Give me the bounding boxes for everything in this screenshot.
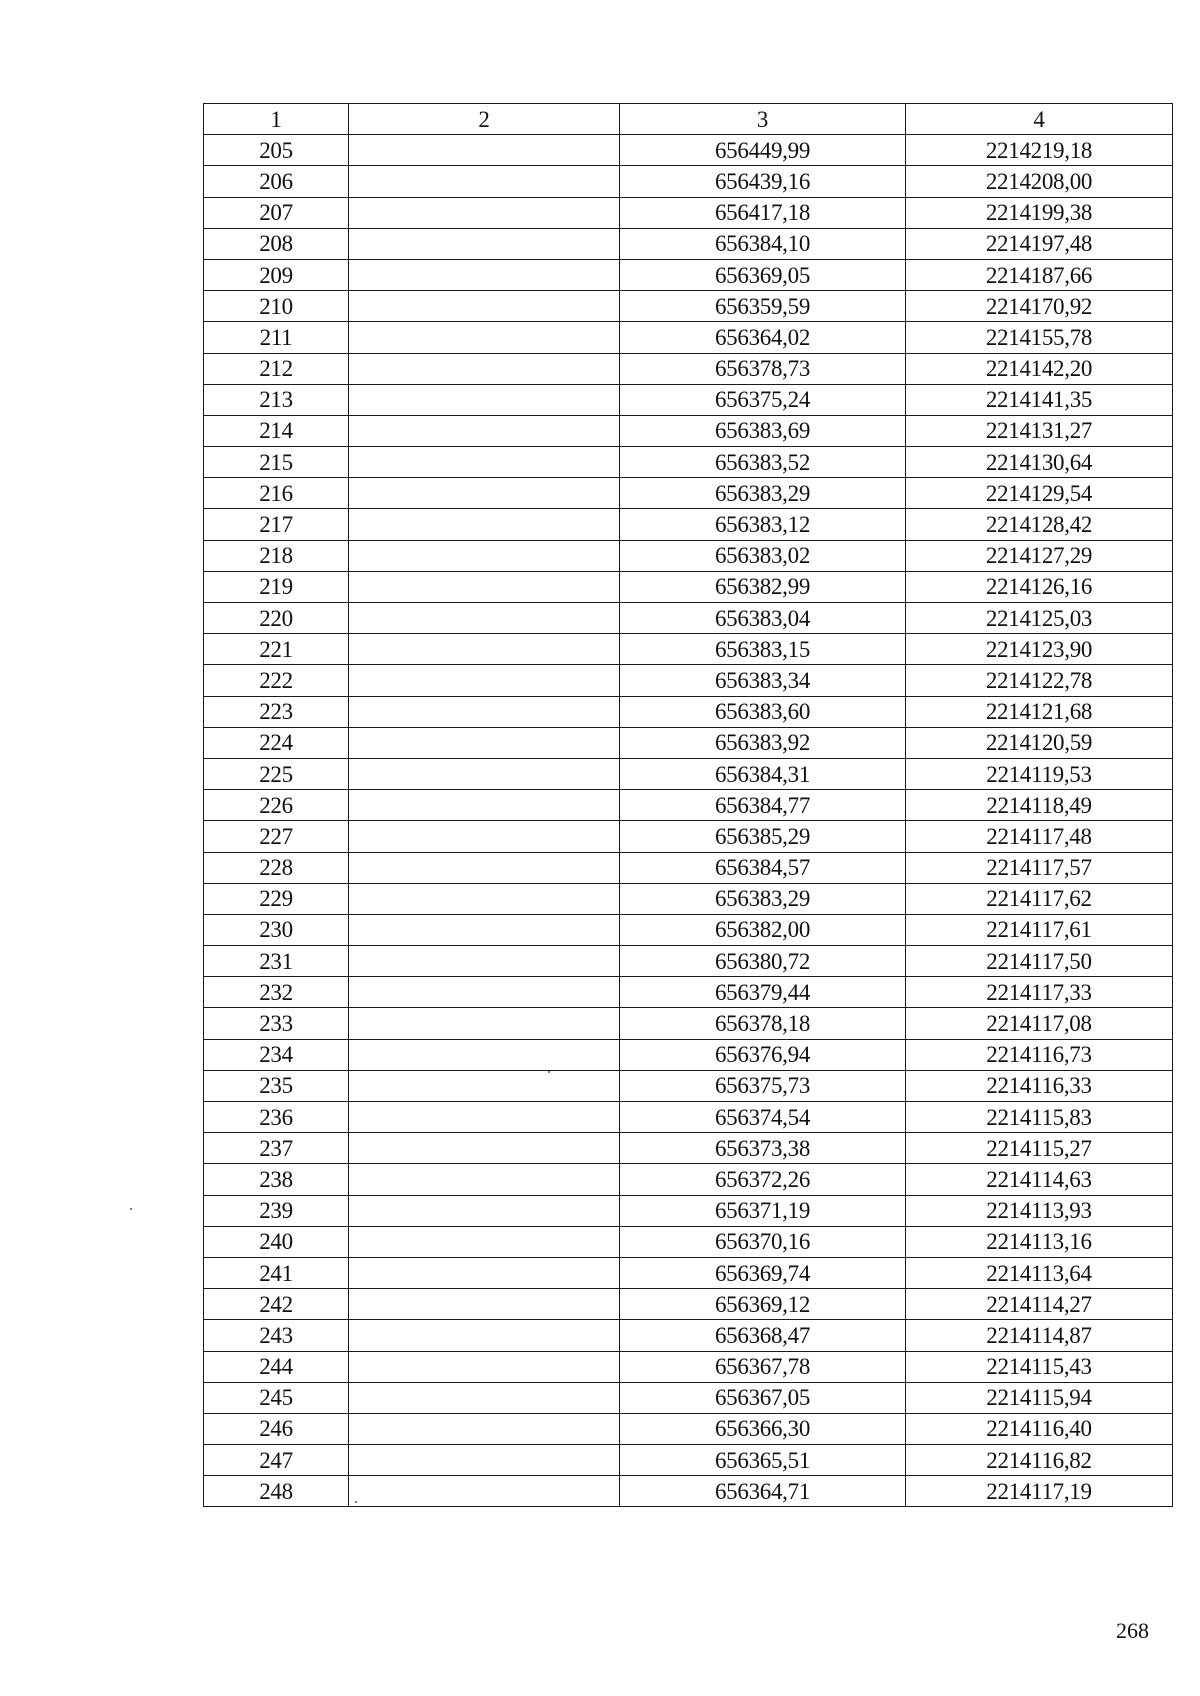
- description-cell: [349, 509, 620, 540]
- y-coordinate-cell: 2214208,00: [906, 166, 1173, 197]
- description-cell: [349, 1320, 620, 1351]
- x-coordinate-cell: 656383,29: [620, 478, 906, 509]
- point-number-cell: 223: [204, 696, 349, 727]
- point-number-cell: 228: [204, 852, 349, 883]
- table-row: [204, 447, 1173, 478]
- point-number-cell: 205: [204, 135, 349, 166]
- point-number-cell: 222: [204, 665, 349, 696]
- point-number-cell: 218: [204, 540, 349, 571]
- x-coordinate-cell: 656383,02: [620, 540, 906, 571]
- x-coordinate-cell: 656371,19: [620, 1195, 906, 1226]
- description-cell: [349, 727, 620, 758]
- table-row: [204, 353, 1173, 384]
- description-cell: [349, 1445, 620, 1476]
- table-row: [204, 696, 1173, 727]
- y-coordinate-cell: 2214113,16: [906, 1226, 1173, 1257]
- x-coordinate-cell: 656383,29: [620, 883, 906, 914]
- description-cell: [349, 540, 620, 571]
- x-coordinate-cell: 656369,74: [620, 1257, 906, 1288]
- description-cell: [349, 603, 620, 634]
- x-coordinate-cell: 656376,94: [620, 1039, 906, 1070]
- x-coordinate-cell: 656382,00: [620, 914, 906, 945]
- table-row: [204, 135, 1173, 166]
- description-cell: [349, 447, 620, 478]
- description-cell: [349, 322, 620, 353]
- x-coordinate-cell: 656384,77: [620, 790, 906, 821]
- table-row: [204, 914, 1173, 945]
- point-number-cell: 229: [204, 883, 349, 914]
- y-coordinate-cell: 2214117,19: [906, 1476, 1173, 1507]
- point-number-cell: 230: [204, 914, 349, 945]
- description-cell: [349, 478, 620, 509]
- description-cell: [349, 852, 620, 883]
- description-cell: [349, 415, 620, 446]
- table-row: [204, 197, 1173, 228]
- table-row: [204, 946, 1173, 977]
- x-coordinate-cell: 656364,02: [620, 322, 906, 353]
- x-coordinate-cell: 656369,05: [620, 259, 906, 290]
- description-cell: [349, 977, 620, 1008]
- y-coordinate-cell: 2214117,08: [906, 1008, 1173, 1039]
- x-coordinate-cell: 656365,51: [620, 1445, 906, 1476]
- table-row: [204, 1320, 1173, 1351]
- point-number-cell: 240: [204, 1226, 349, 1257]
- x-coordinate-cell: 656383,34: [620, 665, 906, 696]
- point-number-cell: 241: [204, 1257, 349, 1288]
- x-coordinate-cell: 656370,16: [620, 1226, 906, 1257]
- x-coordinate-cell: 656384,57: [620, 852, 906, 883]
- table-row: [204, 977, 1173, 1008]
- x-coordinate-cell: 656383,60: [620, 696, 906, 727]
- point-number-cell: 232: [204, 977, 349, 1008]
- point-number-cell: 246: [204, 1413, 349, 1444]
- table-row: [204, 1226, 1173, 1257]
- table-row: [204, 634, 1173, 665]
- description-cell: [349, 228, 620, 259]
- point-number-cell: 215: [204, 447, 349, 478]
- x-coordinate-cell: 656383,69: [620, 415, 906, 446]
- table-row: [204, 1351, 1173, 1382]
- description-cell: [349, 1133, 620, 1164]
- description-cell: [349, 946, 620, 977]
- description-cell: [349, 665, 620, 696]
- description-cell: [349, 353, 620, 384]
- point-number-cell: 245: [204, 1382, 349, 1413]
- table-row: [204, 790, 1173, 821]
- y-coordinate-cell: 2214119,53: [906, 758, 1173, 789]
- y-coordinate-cell: 2214117,48: [906, 821, 1173, 852]
- header-row: [204, 104, 1173, 135]
- table-row: [204, 1008, 1173, 1039]
- y-coordinate-cell: 2214187,66: [906, 259, 1173, 290]
- x-coordinate-cell: 656368,47: [620, 1320, 906, 1351]
- x-coordinate-cell: 656359,59: [620, 291, 906, 322]
- x-coordinate-cell: 656378,73: [620, 353, 906, 384]
- point-number-cell: 207: [204, 197, 349, 228]
- description-cell: [349, 166, 620, 197]
- x-coordinate-cell: 656383,15: [620, 634, 906, 665]
- y-coordinate-cell: 2214121,68: [906, 696, 1173, 727]
- table-row: [204, 665, 1173, 696]
- description-cell: [349, 1257, 620, 1288]
- x-coordinate-cell: 656367,05: [620, 1382, 906, 1413]
- x-coordinate-cell: 656366,30: [620, 1413, 906, 1444]
- x-coordinate-cell: 656382,99: [620, 571, 906, 602]
- point-number-cell: 237: [204, 1133, 349, 1164]
- point-number-cell: 220: [204, 603, 349, 634]
- y-coordinate-cell: 2214130,64: [906, 447, 1173, 478]
- table-row: [204, 1476, 1173, 1507]
- header-col-4: 4: [906, 104, 1173, 135]
- x-coordinate-cell: 656367,78: [620, 1351, 906, 1382]
- description-cell: [349, 1382, 620, 1413]
- description-cell: [349, 197, 620, 228]
- description-cell: [349, 821, 620, 852]
- y-coordinate-cell: 2214113,64: [906, 1257, 1173, 1288]
- point-number-cell: 231: [204, 946, 349, 977]
- x-coordinate-cell: 656369,12: [620, 1289, 906, 1320]
- y-coordinate-cell: 2214199,38: [906, 197, 1173, 228]
- header-col-2: 2: [349, 104, 620, 135]
- point-number-cell: 216: [204, 478, 349, 509]
- description-cell: [349, 1351, 620, 1382]
- description-cell: [349, 1164, 620, 1195]
- table-row: [204, 603, 1173, 634]
- y-coordinate-cell: 2214116,40: [906, 1413, 1173, 1444]
- table-row: [204, 1102, 1173, 1133]
- table-row: [204, 291, 1173, 322]
- y-coordinate-cell: 2214197,48: [906, 228, 1173, 259]
- table-row: [204, 1382, 1173, 1413]
- x-coordinate-cell: 656378,18: [620, 1008, 906, 1039]
- point-number-cell: 238: [204, 1164, 349, 1195]
- table-row: [204, 883, 1173, 914]
- table-row: [204, 1039, 1173, 1070]
- table-row: [204, 852, 1173, 883]
- y-coordinate-cell: 2214117,62: [906, 883, 1173, 914]
- page-number: 268: [1116, 1618, 1149, 1643]
- x-coordinate-cell: 656375,24: [620, 384, 906, 415]
- x-coordinate-cell: 656383,52: [620, 447, 906, 478]
- table-row: [204, 478, 1173, 509]
- scan-speck: [130, 1208, 132, 1210]
- y-coordinate-cell: 2214115,43: [906, 1351, 1173, 1382]
- description-cell: [349, 914, 620, 945]
- y-coordinate-cell: 2214114,63: [906, 1164, 1173, 1195]
- description-cell: [349, 634, 620, 665]
- table-row: [204, 571, 1173, 602]
- point-number-cell: 244: [204, 1351, 349, 1382]
- table-row: [204, 509, 1173, 540]
- point-number-cell: 208: [204, 228, 349, 259]
- x-coordinate-cell: 656384,10: [620, 228, 906, 259]
- point-number-cell: 212: [204, 353, 349, 384]
- y-coordinate-cell: 2214114,87: [906, 1320, 1173, 1351]
- x-coordinate-cell: 656384,31: [620, 758, 906, 789]
- point-number-cell: 221: [204, 634, 349, 665]
- table-body: [204, 135, 1173, 1507]
- table-row: [204, 1257, 1173, 1288]
- point-number-cell: 206: [204, 166, 349, 197]
- x-coordinate-cell: 656439,16: [620, 166, 906, 197]
- description-cell: [349, 1102, 620, 1133]
- point-number-cell: 226: [204, 790, 349, 821]
- y-coordinate-cell: 2214115,83: [906, 1102, 1173, 1133]
- y-coordinate-cell: 2214117,33: [906, 977, 1173, 1008]
- y-coordinate-cell: 2214128,42: [906, 509, 1173, 540]
- point-number-cell: 209: [204, 259, 349, 290]
- point-number-cell: 239: [204, 1195, 349, 1226]
- table-row: [204, 322, 1173, 353]
- table-header: [204, 104, 1173, 135]
- description-cell: [349, 883, 620, 914]
- description-cell: [349, 135, 620, 166]
- point-number-cell: 227: [204, 821, 349, 852]
- x-coordinate-cell: 656417,18: [620, 197, 906, 228]
- description-cell: [349, 1070, 620, 1101]
- y-coordinate-cell: 2214142,20: [906, 353, 1173, 384]
- table-row: [204, 259, 1173, 290]
- y-coordinate-cell: 2214125,03: [906, 603, 1173, 634]
- description-cell: [349, 1413, 620, 1444]
- table-row: [204, 1413, 1173, 1444]
- y-coordinate-cell: 2214116,73: [906, 1039, 1173, 1070]
- y-coordinate-cell: 2214116,82: [906, 1445, 1173, 1476]
- point-number-cell: 234: [204, 1039, 349, 1070]
- y-coordinate-cell: 2214115,94: [906, 1382, 1173, 1413]
- table-row: [204, 821, 1173, 852]
- table-row: [204, 228, 1173, 259]
- description-cell: [349, 571, 620, 602]
- y-coordinate-cell: 2214123,90: [906, 634, 1173, 665]
- description-cell: [349, 384, 620, 415]
- description-cell: [349, 1476, 620, 1507]
- y-coordinate-cell: 2214129,54: [906, 478, 1173, 509]
- x-coordinate-cell: 656449,99: [620, 135, 906, 166]
- description-cell: [349, 1195, 620, 1226]
- y-coordinate-cell: 2214170,92: [906, 291, 1173, 322]
- point-number-cell: 224: [204, 727, 349, 758]
- table-row: [204, 758, 1173, 789]
- description-cell: [349, 1008, 620, 1039]
- description-cell: [349, 291, 620, 322]
- y-coordinate-cell: 2214117,61: [906, 914, 1173, 945]
- x-coordinate-cell: 656385,29: [620, 821, 906, 852]
- y-coordinate-cell: 2214115,27: [906, 1133, 1173, 1164]
- point-number-cell: 213: [204, 384, 349, 415]
- description-cell: [349, 1039, 620, 1070]
- description-cell: [349, 696, 620, 727]
- table-row: [204, 1195, 1173, 1226]
- x-coordinate-cell: 656383,12: [620, 509, 906, 540]
- table-row: [204, 1070, 1173, 1101]
- point-number-cell: 243: [204, 1320, 349, 1351]
- point-number-cell: 236: [204, 1102, 349, 1133]
- y-coordinate-cell: 2214131,27: [906, 415, 1173, 446]
- y-coordinate-cell: 2214114,27: [906, 1289, 1173, 1320]
- point-number-cell: 219: [204, 571, 349, 602]
- y-coordinate-cell: 2214117,50: [906, 946, 1173, 977]
- table-row: [204, 540, 1173, 571]
- point-number-cell: 235: [204, 1070, 349, 1101]
- x-coordinate-cell: 656372,26: [620, 1164, 906, 1195]
- x-coordinate-cell: 656379,44: [620, 977, 906, 1008]
- header-col-1: 1: [204, 104, 349, 135]
- point-number-cell: 242: [204, 1289, 349, 1320]
- table-row: [204, 1164, 1173, 1195]
- description-cell: [349, 1289, 620, 1320]
- coordinates-table: [203, 103, 1173, 1507]
- y-coordinate-cell: 2214127,29: [906, 540, 1173, 571]
- description-cell: [349, 259, 620, 290]
- x-coordinate-cell: 656374,54: [620, 1102, 906, 1133]
- point-number-cell: 210: [204, 291, 349, 322]
- table-row: [204, 1445, 1173, 1476]
- x-coordinate-cell: 656364,71: [620, 1476, 906, 1507]
- point-number-cell: 247: [204, 1445, 349, 1476]
- table-row: [204, 415, 1173, 446]
- y-coordinate-cell: 2214118,49: [906, 790, 1173, 821]
- y-coordinate-cell: 2214155,78: [906, 322, 1173, 353]
- x-coordinate-cell: 656380,72: [620, 946, 906, 977]
- y-coordinate-cell: 2214122,78: [906, 665, 1173, 696]
- x-coordinate-cell: 656383,92: [620, 727, 906, 758]
- point-number-cell: 233: [204, 1008, 349, 1039]
- y-coordinate-cell: 2214126,16: [906, 571, 1173, 602]
- table-row: [204, 166, 1173, 197]
- y-coordinate-cell: 2214120,59: [906, 727, 1173, 758]
- x-coordinate-cell: 656375,73: [620, 1070, 906, 1101]
- y-coordinate-cell: 2214219,18: [906, 135, 1173, 166]
- point-number-cell: 217: [204, 509, 349, 540]
- table-row: [204, 727, 1173, 758]
- point-number-cell: 214: [204, 415, 349, 446]
- scan-speck: [355, 1501, 357, 1503]
- x-coordinate-cell: 656373,38: [620, 1133, 906, 1164]
- scan-speck: [548, 1071, 550, 1073]
- y-coordinate-cell: 2214113,93: [906, 1195, 1173, 1226]
- table-row: [204, 1289, 1173, 1320]
- y-coordinate-cell: 2214141,35: [906, 384, 1173, 415]
- description-cell: [349, 790, 620, 821]
- header-col-3: 3: [620, 104, 906, 135]
- point-number-cell: 248: [204, 1476, 349, 1507]
- table-row: [204, 1133, 1173, 1164]
- description-cell: [349, 758, 620, 789]
- point-number-cell: 211: [204, 322, 349, 353]
- y-coordinate-cell: 2214117,57: [906, 852, 1173, 883]
- description-cell: [349, 1226, 620, 1257]
- y-coordinate-cell: 2214116,33: [906, 1070, 1173, 1101]
- table-row: [204, 384, 1173, 415]
- x-coordinate-cell: 656383,04: [620, 603, 906, 634]
- point-number-cell: 225: [204, 758, 349, 789]
